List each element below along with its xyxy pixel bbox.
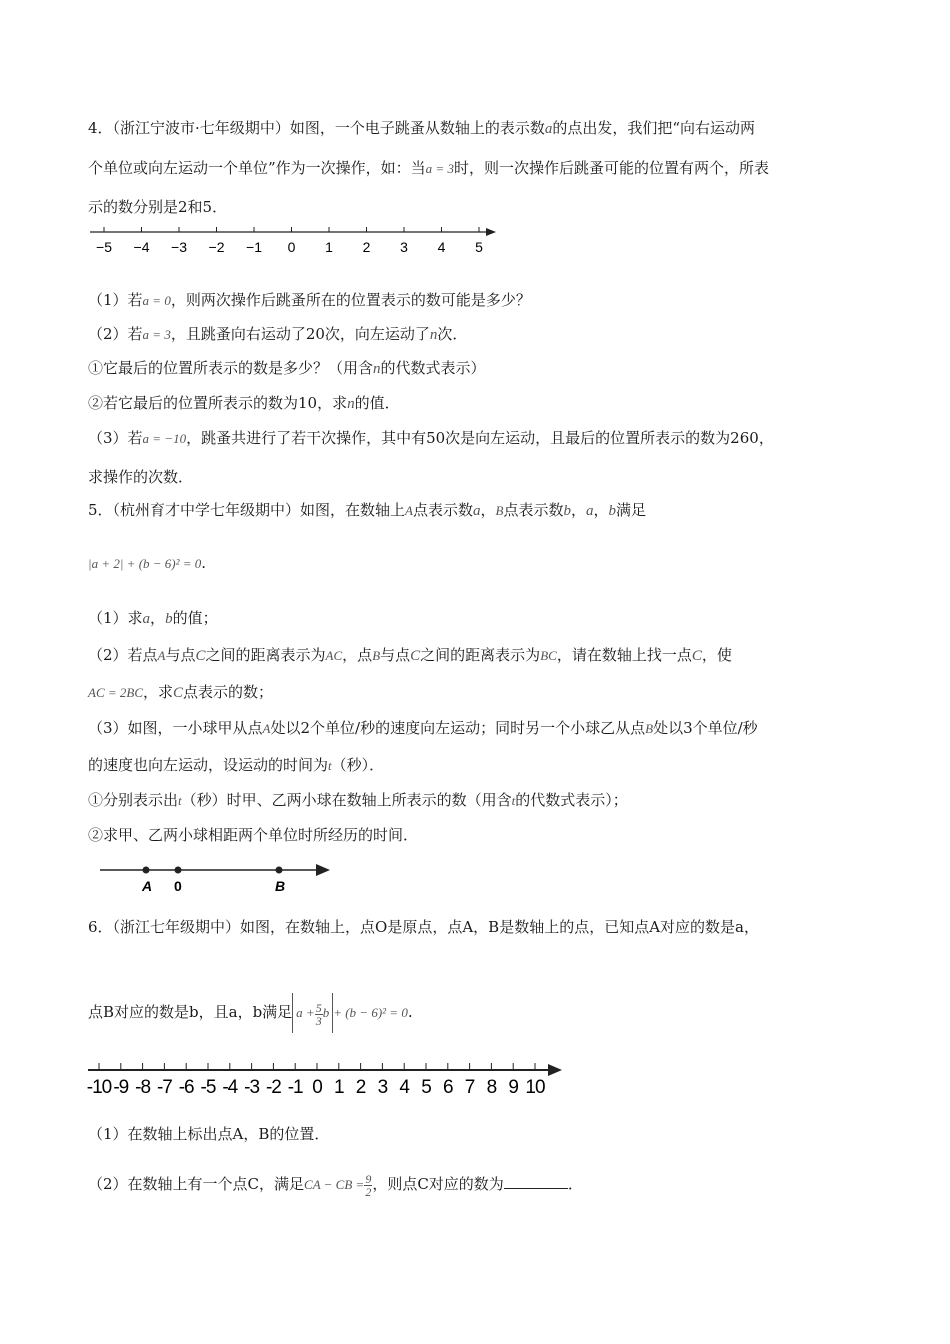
q6-tick-label: -2 [265,1077,281,1098]
q6-tick-label: 9 [508,1077,518,1098]
point-a [143,867,150,874]
q4-line-1: 4．（浙江宁波市·七年级期中）如图，一个电子跳蚤从数轴上的表示数a的点出发，我们把“向右运动两 [88,119,755,137]
q6-number-line [86,1060,566,1102]
q6-tick-label: 1 [334,1077,344,1098]
q6-part-1: （1）在数轴上标出点A，B的位置． [88,1125,330,1143]
q4-number-line [88,222,508,262]
q4-sub-1: ①它最后的位置所表示的数是多少？（用含n的代数式表示） [88,359,486,377]
q4-tick-label: 0 [287,239,296,255]
q5-part-1: （1）求a，b的值； [88,609,218,627]
q5-sub-2: ②求甲、乙两小球相距两个单位时所经历的时间． [88,826,419,844]
q6-line-2: 点B对应的数是b，且a，b满足 a + $\frac{5}{3}$ b + (b − 6)² = 0. [88,990,413,1035]
q4-sub-2: ②若它最后的位置所表示的数为10，求n的值． [88,394,400,412]
q6-tick-label: 6 [443,1077,453,1098]
q4-part-1: （1）若a = 0，则两次操作后跳蚤所在的位置表示的数可能是多少？ [88,291,531,309]
q4-tick-label: −1 [246,239,262,255]
q6-tick-label: -8 [135,1077,151,1098]
q4-tick-label: −4 [133,239,150,255]
q5-sub-1: ①分别表示出t（秒）时甲、乙两小球在数轴上所表示的数（用含t的代数式表示）； [88,791,628,809]
q5-part-3: （3）如图，一小球甲从点A处以2个单位/秒的速度向左运动；同时另一个小球乙从点B处以3个单位/秒 [88,719,758,737]
q4-tick-label: 1 [325,239,333,255]
q6-tick-label: 3 [377,1077,388,1098]
point-origin [175,867,182,874]
q6-tick-label: -5 [200,1077,216,1098]
q5-number-line [98,858,338,898]
q4-line-3: 示的数分别是2和5． [88,198,228,216]
q4-tick-label: 3 [400,239,408,255]
label-origin: 0 [174,878,182,894]
q6-abs-value: a + $\frac{5}{3}$ b [292,993,333,1033]
label-a: A [142,878,153,894]
q4-tick-label: −3 [171,239,187,255]
label-b: B [275,878,286,894]
q5-part-2: （2）若点A与点C之间的距离表示为AC，点B与点C之间的距离表示为BC，请在数轴上找一点C，使 [88,646,732,664]
answer-blank[interactable] [504,1174,568,1189]
q6-tick-label: -6 [178,1077,194,1098]
q6-tick-label: 4 [399,1077,409,1098]
q4-part-3: （3）若a = −10，跳蚤共进行了若干次操作，其中有50次是向左运动，且最后的位置所表示的数为260， [88,429,774,447]
q4-tick-label: 2 [362,239,371,255]
q5-part-2-cont: AC = 2BC，求C点表示的数； [88,683,274,701]
q6-tick-label: 2 [355,1077,366,1098]
q4-tick-label: −2 [208,239,225,255]
q6-tick-label: -3 [244,1077,260,1098]
q5-part-3-cont: 的速度也向左运动，设运动的时间为t（秒）． [88,756,385,774]
q6-tick-label: 5 [421,1077,431,1098]
q5-equation: |a + 2| + (b − 6)² = 0. [88,554,207,572]
q4-tick-label: −5 [96,239,112,255]
q6-tick-label: -10 [86,1077,112,1098]
q6-tick-label: -9 [113,1077,129,1098]
q4-part-3-cont: 求操作的次数． [88,468,194,486]
q5-line-1: 5．（杭州育才中学七年级期中）如图，在数轴上A点表示数a，B点表示数b，a，b满足 [88,501,647,519]
q6-tick-label: 10 [525,1077,545,1098]
q6-part-2: （2）在数轴上有一个点C，满足CA − CB = $\frac{9}{2}$ ，则点C对应的数为 ． [88,1171,583,1199]
q6-tick-label: -4 [222,1077,238,1098]
q6-tick-label: -7 [156,1077,172,1098]
q4-tick-label: 5 [475,239,483,255]
q4-tick-label: 4 [437,239,446,255]
q4-part-2: （2）若a = 3，且跳蚤向右运动了20次，向左运动了n次． [88,325,468,343]
q6-tick-label: -1 [287,1077,303,1098]
q6-tick-label: 8 [486,1077,497,1098]
q4-line-2: 个单位或向左运动一个单位”作为一次操作，如：当a = 3时，则一次操作后跳蚤可能的位置有两个，所表 [88,159,769,177]
q6-tick-label: 7 [464,1077,475,1098]
q6-line-1: 6．（浙江七年级期中）如图，在数轴上，点O是原点，点A，B是数轴上的点，已知点A对应的数是a， [88,918,759,936]
point-b [276,867,283,874]
q6-tick-label: 0 [312,1077,322,1098]
